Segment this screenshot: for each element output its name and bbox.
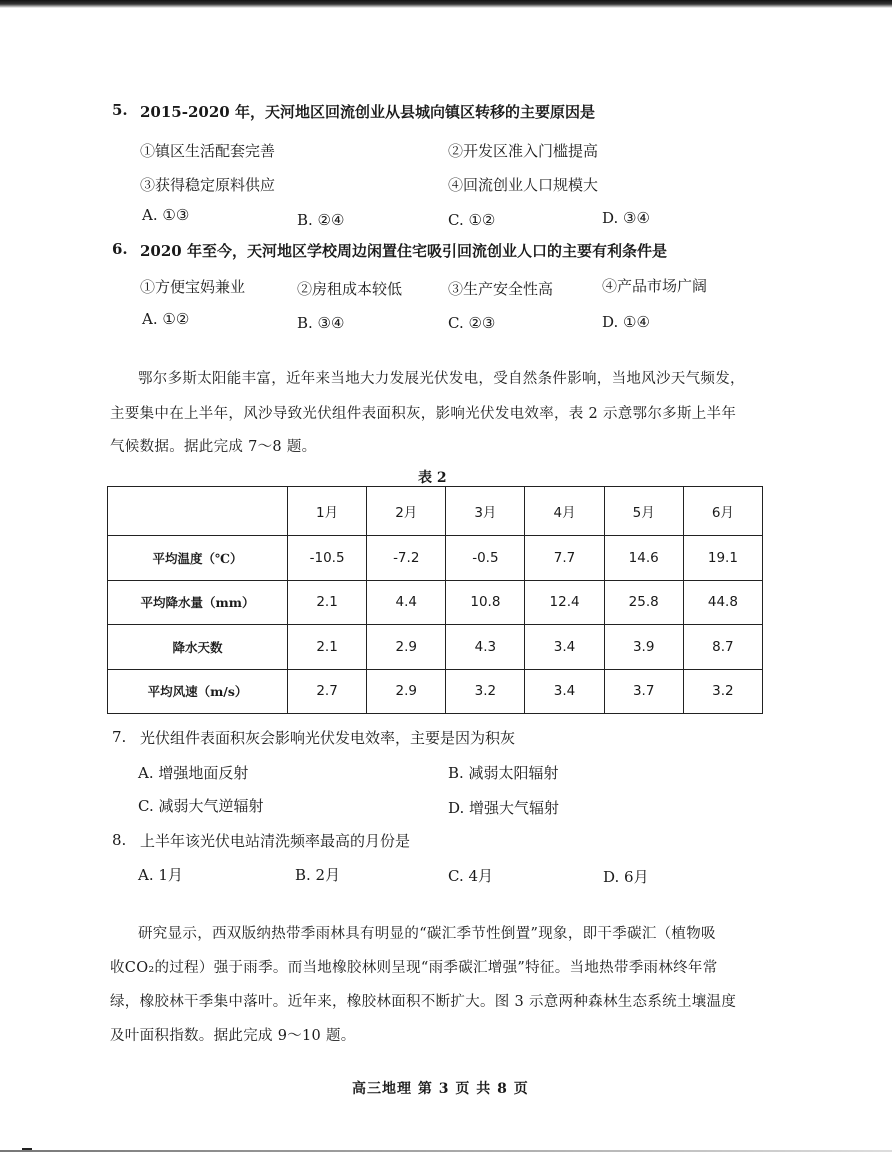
q6-item-2: ②房租成本较低 [297,280,403,298]
page-footer: 高三地理 第 3 页 共 8 页 [352,1081,529,1097]
table-row-label: 平均温度（℃） [108,536,288,580]
q7-option-b: B. 减弱太阳辐射 [448,764,559,782]
q6-item-1: ①方便宝妈兼业 [140,278,246,296]
q5-option-c: C. ①② [448,211,496,229]
q7-number: 7. [112,728,127,746]
table-month-header: 3月 [446,487,525,536]
table-cell: 2.1 [288,625,367,669]
table-row [108,625,763,669]
passage2-line4: 及叶面积指数。据此完成 9～10 题。 [110,1028,356,1044]
table-cell: 14.6 [604,536,683,580]
table-cell: 3.9 [604,625,683,669]
q7-option-a: A. 增强地面反射 [138,764,249,782]
passage2-line3: 绿，橡胶林干季集中落叶。近年来，橡胶林面积不断扩大。图 3 示意两种森林生态系统土壤温度 [110,994,737,1010]
table-row [108,536,763,580]
table-cell: 12.4 [525,580,604,624]
table-cell: 7.7 [525,536,604,580]
table-cell: 3.2 [446,669,525,714]
table-cell: 2.9 [367,669,446,714]
table-cell: 3.4 [525,669,604,714]
table-cell: 2.7 [288,669,367,714]
q5-item-1: ①镇区生活配套完善 [140,142,276,160]
passage1-line1: 鄂尔多斯太阳能丰富，近年来当地大力发展光伏发电，受自然条件影响，当地风沙天气频发， [138,371,745,387]
table-corner-cell [108,487,288,536]
table-month-header: 2月 [367,487,446,536]
passage1-line3: 气候数据。据此完成 7～8 题。 [110,439,317,455]
q5-item-2: ②开发区准入门槛提高 [448,142,599,160]
q6-stem: 2020 年至今，天河地区学校周边闲置住宅吸引回流创业人口的主要有利条件是 [140,242,667,260]
table-cell: 3.7 [604,669,683,714]
table-row-label: 平均降水量（mm） [108,580,288,624]
table-row [108,580,763,624]
q5-item-3: ③获得稳定原料供应 [140,176,276,194]
q8-number: 8. [112,831,127,849]
table-cell: 4.3 [446,625,525,669]
climate-table [107,486,763,714]
passage1-line2: 主要集中在上半年，风沙导致光伏组件表面积灰，影响光伏发电效率，表 2 示意鄂尔多斯上半年 [110,406,737,422]
table-cell: 4.4 [367,580,446,624]
table-cell: 19.1 [683,536,762,580]
q5-number: 5. [112,101,128,119]
q8-option-c: C. 4月 [448,867,494,885]
table-cell: 2.1 [288,580,367,624]
q8-option-b: B. 2月 [295,866,341,884]
table-month-header: 1月 [288,487,367,536]
table-cell: 3.4 [525,625,604,669]
table-cell: -7.2 [367,536,446,580]
q7-stem: 光伏组件表面积灰会影响光伏发电效率，主要是因为积灰 [140,729,516,747]
table-cell: -0.5 [446,536,525,580]
q8-option-a: A. 1月 [138,866,183,884]
q6-item-3: ③生产安全性高 [448,280,554,298]
table-cell: 3.2 [683,669,762,714]
table-month-header: 5月 [604,487,683,536]
q5-option-d: D. ③④ [602,209,650,227]
table-cell: 25.8 [604,580,683,624]
q6-option-a: A. ①② [142,310,190,328]
table-cell: -10.5 [288,536,367,580]
q5-item-4: ④回流创业人口规模大 [448,176,599,194]
q7-option-d: D. 增强大气辐射 [448,799,560,817]
q8-option-d: D. 6月 [603,868,649,886]
q5-option-a: A. ①③ [142,206,190,224]
q6-option-c: C. ②③ [448,314,496,332]
table-row-label: 平均风速（m/s） [108,669,288,714]
q8-stem: 上半年该光伏电站清洗频率最高的月份是 [140,832,411,850]
q6-item-4: ④产品市场广阔 [602,277,708,295]
table-row-label: 降水天数 [108,625,288,669]
q6-option-b: B. ③④ [297,314,345,332]
table-cell: 44.8 [683,580,762,624]
passage2-line2: 收CO₂的过程）强于雨季。而当地橡胶林则呈现“雨季碳汇增强”特征。当地热带季雨林终年常 [110,960,718,976]
table-cell: 2.9 [367,625,446,669]
table-cell: 8.7 [683,625,762,669]
q5-option-b: B. ②④ [297,211,345,229]
passage2-line1: 研究显示，西双版纳热带季雨林具有明显的“碳汇季节性倒置”现象，即干季碳汇（植物吸 [138,926,716,942]
table-month-header: 4月 [525,487,604,536]
table-month-header: 6月 [683,487,762,536]
table-cell: 10.8 [446,580,525,624]
scan-bottom-edge [0,1150,892,1152]
table-row [108,669,763,714]
q6-option-d: D. ①④ [602,313,650,331]
q6-number: 6. [112,240,128,258]
q7-option-c: C. 减弱大气逆辐射 [138,797,264,815]
scan-top-edge [0,0,892,8]
q5-stem: 2015-2020 年，天河地区回流创业从县城向镇区转移的主要原因是 [140,103,595,121]
table-header-row [108,487,763,536]
table-caption: 表 2 [418,470,447,486]
